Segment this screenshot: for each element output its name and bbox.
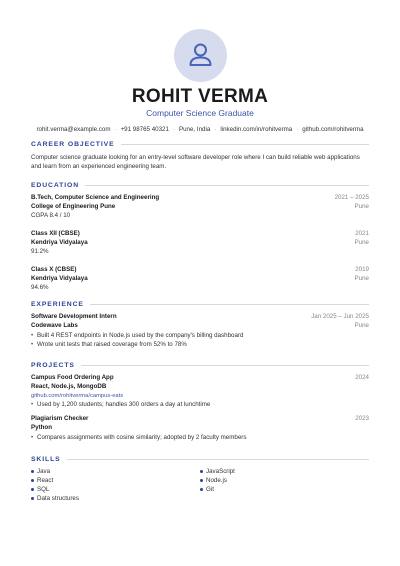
score: 91.2%: [31, 248, 49, 255]
project-year: 2023: [355, 415, 369, 422]
project-name: Plagiarism Checker: [31, 415, 89, 422]
experience-bullet: • Wrote unit tests that raised coverage from 52% to 78%: [31, 340, 369, 349]
location: Pune: [354, 275, 369, 282]
section-title: SKILLS: [31, 455, 61, 463]
section-education: [31, 180, 369, 293]
contact-separator: ·: [114, 125, 117, 133]
contact-line: [0, 124, 400, 134]
experience-bullet: • Built 4 REST endpoints in Node.js used by the company's billing dashboard: [31, 331, 369, 340]
dates: 2021 – 2025: [334, 194, 369, 201]
project-year: 2024: [355, 374, 369, 381]
contact-phone[interactable]: +91 98765 40321: [120, 125, 169, 133]
contact-github[interactable]: github.com/rohitverma: [302, 125, 364, 133]
section-title: CAREER OBJECTIVE: [31, 140, 115, 148]
skill-item: JavaScript: [200, 467, 369, 476]
dates: 2021: [355, 230, 369, 237]
project-link[interactable]: github.com/rohitverma/campus-eats: [31, 393, 124, 399]
objective-text: Computer science graduate looking for an entry-level software developer role where I can build reliable web applications and learn from an experienced engineering team.: [31, 154, 360, 170]
project-stack: React, Node.js, MongoDB: [31, 383, 107, 390]
location: Pune: [354, 239, 369, 246]
skill-item: SQL: [31, 485, 200, 494]
skill-item: Java: [31, 467, 200, 476]
education-entry: [31, 230, 369, 257]
skill-item: Node.js: [200, 476, 369, 485]
role: Software Development Intern: [31, 313, 117, 320]
skill-item: Git: [200, 485, 369, 494]
project-bullet: • Compares assignments with cosine similarity; adopted by 2 faculty members: [31, 433, 369, 442]
skills-list: [31, 467, 369, 503]
degree: B.Tech, Computer Science and Engineering: [31, 194, 160, 201]
school: Kendriya Vidyalaya: [31, 239, 88, 246]
score: CGPA 8.4 / 10: [31, 212, 71, 219]
project-stack: Python: [31, 424, 52, 431]
section-divider: [90, 304, 369, 305]
contact-location: Pune, India: [178, 125, 211, 133]
education-entry: [31, 194, 369, 221]
score: 94.6%: [31, 284, 49, 291]
section-divider: [67, 459, 369, 460]
section-divider: [85, 185, 369, 186]
school: Kendriya Vidyalaya: [31, 275, 88, 282]
section-experience: [31, 299, 369, 349]
project-entry: [31, 415, 369, 442]
section-title: PROJECTS: [31, 361, 75, 369]
contact-email[interactable]: rohit.verma@example.com: [36, 125, 111, 133]
location: Pune: [354, 203, 369, 210]
section-divider: [121, 144, 369, 145]
avatar: [174, 29, 227, 82]
contact-separator: ·: [214, 125, 217, 133]
experience-entry: [31, 313, 369, 349]
project-bullet: • Used by 1,200 students; handles 300 orders a day at lunchtime: [31, 400, 369, 409]
dates: 2019: [355, 266, 369, 273]
candidate-name: ROHIT VERMA: [131, 86, 269, 107]
education-entry: [31, 266, 369, 293]
contact-separator: ·: [172, 125, 175, 133]
candidate-title: Computer Science Graduate: [146, 108, 254, 118]
degree: Class X (CBSE): [31, 266, 77, 273]
contact-separator: ·: [296, 125, 299, 133]
school: College of Engineering Pune: [31, 203, 116, 210]
skill-item: React: [31, 476, 200, 485]
section-objective: [31, 139, 369, 171]
contact-linkedin[interactable]: linkedin.com/in/rohitverma: [220, 125, 293, 133]
company: Codewave Labs: [31, 322, 78, 329]
project-name: Campus Food Ordering App: [31, 374, 114, 381]
project-entry: [31, 374, 369, 409]
section-title: EXPERIENCE: [31, 300, 84, 308]
skill-item: Data structures: [31, 494, 200, 503]
section-title: EDUCATION: [31, 181, 79, 189]
section-skills: [31, 454, 369, 503]
location: Pune: [354, 322, 369, 329]
section-projects: [31, 360, 369, 442]
dates: Jan 2025 – Jun 2025: [311, 313, 369, 320]
user-icon: [174, 29, 227, 82]
degree: Class XII (CBSE): [31, 230, 80, 237]
section-divider: [81, 365, 369, 366]
